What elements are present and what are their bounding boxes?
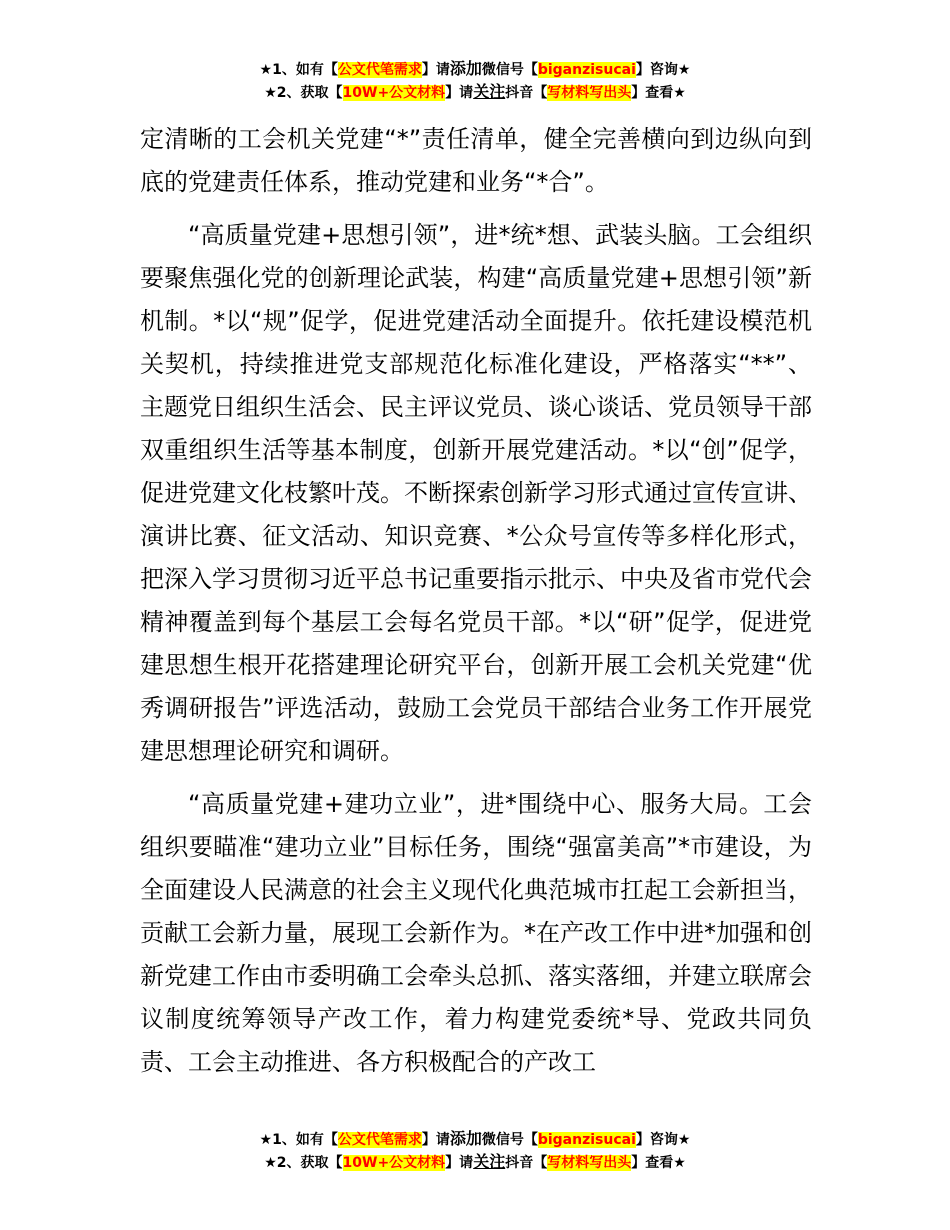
banner-highlight: 写材料写出头 bbox=[547, 85, 632, 101]
banner-line-1 bbox=[0, 1128, 950, 1151]
banner-highlight: biganzisucai bbox=[537, 1132, 636, 1148]
banner-emphasis: 关注 bbox=[473, 1152, 506, 1171]
banner-text: 】查看★ bbox=[631, 85, 686, 101]
banner-emphasis: 添加 bbox=[449, 59, 482, 78]
paragraph: “高质量党建+思想引领”，进*统*想、武装头脑。工会组织要聚焦强化党的创新理论武装，构建“高质量党建+思想引领”新机制。*以“规”促学，促进党建活动全面提升。依托建设模范机关契机，持续推进党支部规范化标准化建设，严格落实“**”、主题党日组织生活会、民主评议党员、谈心谈话、党员领导干部双重组织生活等基本制度，创新开展党建活动。*以“创”促学，促进党建文化枝繁叶茂。不断探索创新学习形式通过宣传宣讲、演讲比赛、征文活动、知识竞赛、*公众号宣传等多样化形式，把深入学习贯彻习近平总书记重要指示批示、中央及省市党代会精神覆盖到每个基层工会每名党员干部。*以“研”促学，促进党建思想生根开花搭建理论研究平台，创新开展工会机关党建“优秀调研报告”评选活动，鼓励工会党员干部结合业务工作开展党建思想理论研究和调研。 bbox=[140, 221, 812, 765]
banner-text: ★2、获取【 bbox=[264, 85, 343, 101]
banner-emphasis: 关注 bbox=[473, 82, 506, 101]
footer-banner bbox=[0, 1128, 950, 1174]
banner-line-2 bbox=[0, 1151, 950, 1174]
banner-text: 微信号【 bbox=[481, 62, 538, 78]
banner-text: 抖音【 bbox=[505, 1155, 548, 1171]
banner-highlight: 10W+公文材料 bbox=[342, 1155, 446, 1171]
paragraph: “高质量党建+建功立业”，进*围绕中心、服务大局。工会组织要瞄准“建功立业”目标任务，围绕“强富美高”*市建设，为全面建设人民满意的社会主义现代化典范城市扛起工会新担当，贡献工会新力量，展现工会新作为。*在产改工作中进*加强和创新党建工作由市委明确工会牵头总抓、落实落细，并建立联席会议制度统筹领导产改工作，着力构建党委统*导、党政共同负责、工会主动推进、各方积极配合的产改工 bbox=[140, 790, 812, 1076]
paragraph: 定清晰的工会机关党建“*”责任清单，健全完善横向到边纵向到底的党建责任体系，推动党建和业务“*合”。 bbox=[140, 125, 812, 196]
banner-line-2 bbox=[0, 81, 950, 104]
banner-text: 】请 bbox=[445, 85, 474, 101]
header-banner bbox=[0, 58, 950, 104]
banner-highlight: 写材料写出头 bbox=[547, 1155, 632, 1171]
banner-highlight: 公文代笔需求 bbox=[337, 1132, 422, 1148]
banner-text: ★1、如有【 bbox=[259, 62, 338, 78]
banner-emphasis: 添加 bbox=[449, 1129, 482, 1148]
document-body bbox=[140, 118, 812, 1094]
banner-highlight: 10W+公文材料 bbox=[342, 85, 446, 101]
banner-text: 抖音【 bbox=[505, 85, 548, 101]
banner-highlight: 公文代笔需求 bbox=[337, 62, 422, 78]
banner-text: 】请 bbox=[445, 1155, 474, 1171]
banner-text: 】请 bbox=[421, 1132, 450, 1148]
banner-text: 】查看★ bbox=[631, 1155, 686, 1171]
banner-text: ★2、获取【 bbox=[264, 1155, 343, 1171]
banner-text: 】咨询★ bbox=[635, 1132, 691, 1148]
banner-text: 】请 bbox=[421, 62, 450, 78]
banner-highlight: biganzisucai bbox=[537, 62, 636, 78]
banner-text: 微信号【 bbox=[481, 1132, 538, 1148]
banner-text: ★1、如有【 bbox=[259, 1132, 338, 1148]
banner-text: 】咨询★ bbox=[635, 62, 691, 78]
banner-line-1 bbox=[0, 58, 950, 81]
